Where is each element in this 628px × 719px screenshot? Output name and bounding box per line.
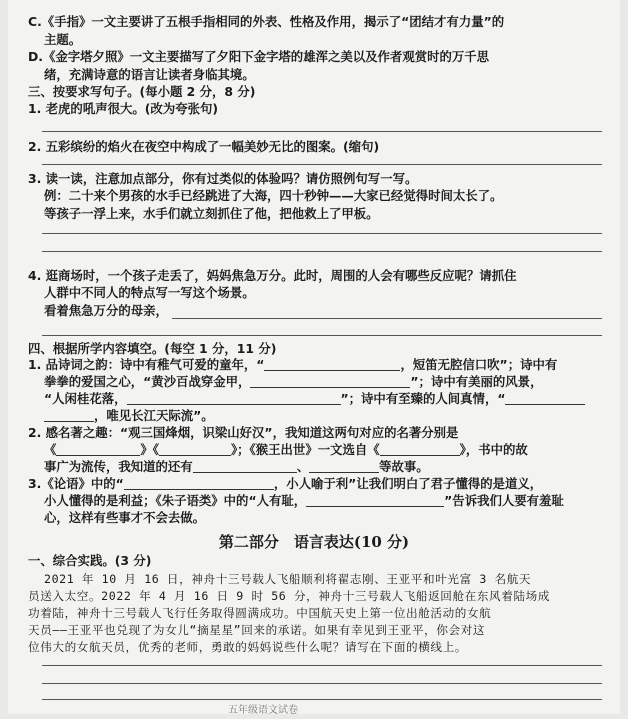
blank[interactable] — [56, 443, 140, 456]
question-3-prompt: 3. 读一读，注意加点部分，你有过类似的体验吗？请仿照例句写一写。 — [28, 171, 418, 186]
analects-line1: 3.《论语》中的“ ，小人喻于利”让我们明白了君子懂得的是道义， — [28, 476, 543, 491]
poetry-line3: “人闲桂花落， ”；诗中有至臻的人间真情，“ — [44, 391, 606, 407]
question-3-example-line2: 等孩子一浮上来，水手们就立刻抓住了他，把他救上了甲板。 — [44, 206, 379, 221]
answer-line[interactable] — [42, 164, 602, 165]
poetry-line2: 拳拳的爱国之心，“黄沙百战穿金甲， ”；诗中有美丽的风景， — [44, 374, 543, 389]
blank[interactable] — [124, 477, 274, 490]
option-c-line1: C.《手指》一文主要讲了五根手指相同的外表、性格及作用，揭示了“团结才有力量”的 — [28, 14, 505, 29]
answer-line[interactable] — [42, 699, 602, 700]
blank[interactable] — [505, 392, 585, 405]
exam-page — [8, 0, 620, 714]
analects-line2: 小人懂得的是利益；《朱子语类》中的“人有耻， ”告诉我们人要有羞耻 — [44, 493, 564, 508]
example-text: 例：二十来个男孩的水手已经跳进了大海， — [44, 188, 280, 203]
question-4-line2: 人群中不同人的特点写一写这个场景。 — [44, 285, 255, 300]
question-3-example — [44, 188, 606, 204]
blank[interactable] — [44, 409, 94, 422]
answer-line[interactable] — [42, 233, 602, 234]
passage-line4: 天员——王亚平也兑现了为女儿“摘星星”回来的承诺。如果有幸见到王亚平，你会对这 — [28, 623, 486, 637]
section4-heading: 四、根据所学内容填空。(每空 1 分，11 分) — [28, 341, 277, 356]
part2-heading: 一、综合实践。(3 分) — [28, 553, 152, 568]
poetry-line1: 1. 品诗词之韵：诗中有稚气可爱的童年，“ ，短笛无腔信口吹”；诗中有 — [28, 357, 558, 372]
option-d-line1: D.《金字塔夕照》一文主要描写了夕阳下金字塔的雄浑之美以及作者观赏时的万千思 — [28, 49, 490, 64]
question-1: 1. 老虎的吼声很大。(改为夸张句) — [28, 101, 219, 116]
passage-line2: 员送入太空。2022 年 4 月 16 日 9 时 56 分，神舟十三号载人飞船返回舱在东风着陆场成 — [28, 589, 551, 603]
blank[interactable] — [159, 443, 231, 456]
answer-line[interactable] — [42, 335, 602, 336]
blank[interactable] — [193, 460, 297, 473]
blank[interactable] — [264, 358, 400, 371]
classics-line3: 事广为流传，我知道的还有 、 等故事。 — [44, 459, 429, 474]
analects-line3: 心，这样有些事才不会去做。 — [44, 510, 206, 525]
classics-line1: 2. 感名著之趣：“观三国烽烟，识梁山好汉”，我知道这两句对应的名著分别是 — [28, 425, 459, 440]
question-4-line1: 4. 逛商场时，一个孩子走丢了，妈妈焦急万分。此时，周围的人会有哪些反应呢？请抓住 — [28, 268, 517, 283]
blank[interactable] — [250, 375, 410, 388]
question-2: 2. 五彩缤纷的焰火在夜空中构成了一幅美妙无比的图案。(缩句) — [28, 139, 380, 154]
blank[interactable] — [380, 443, 460, 456]
answer-line[interactable] — [42, 131, 602, 132]
passage-line5: 位伟大的女航天员，优秀的老师，勇敢的妈妈说些什么呢？请写在下面的横线上。 — [28, 640, 467, 654]
blank[interactable] — [306, 494, 444, 507]
option-d-line2: 绪，充满诗意的语言让读者身临其境。 — [44, 67, 255, 82]
classics-line2: 《 》《 》；《猴王出世》一文选自《 》，书中的故 — [44, 442, 528, 457]
question-4-line3: 看着焦急万分的母亲， — [44, 303, 168, 318]
answer-line[interactable] — [42, 251, 602, 252]
answer-line[interactable] — [42, 665, 602, 666]
option-c-line2: 主题。 — [44, 32, 82, 47]
page-footer: 五年级语文试卷 — [228, 705, 298, 716]
answer-line[interactable] — [172, 318, 602, 319]
passage-line1: 2021 年 10 月 16 日，神舟十三号载人飞船顺利将翟志刚、王亚平和叶光富 3 名航天 — [44, 572, 532, 586]
section3-heading: 三、按要求写句子。(每小题 2 分，8 分) — [28, 84, 256, 99]
dotted-emphasis: 四十秒钟——大家已经觉得时间太长了。 — [279, 188, 502, 204]
answer-line[interactable] — [42, 683, 602, 684]
poetry-line4: ，唯见长江天际流”。 — [44, 408, 606, 424]
blank[interactable] — [309, 460, 379, 473]
blank[interactable] — [127, 392, 341, 405]
part-two-title: 第二部分 语言表达(10 分) — [218, 533, 410, 551]
passage-line3: 功着陆，神舟十三号载人飞行任务取得圆满成功。中国航天史上第一位出舱活动的女航 — [28, 606, 492, 620]
